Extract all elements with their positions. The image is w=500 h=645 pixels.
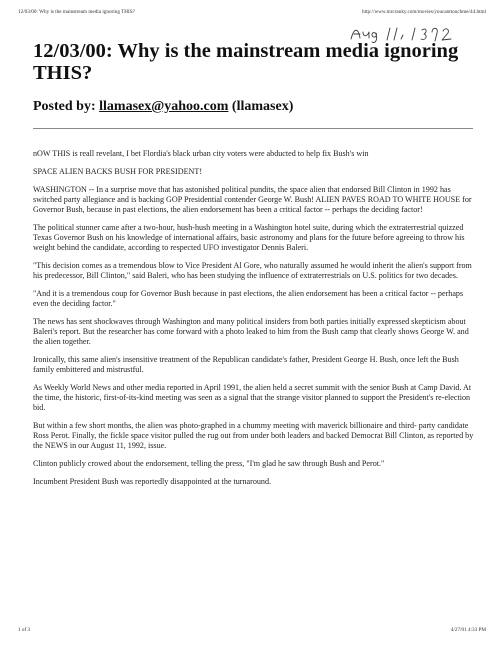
print-header-url: http://www.mrcranky.com/movies/youcanttouchme/44.html: [362, 9, 486, 15]
posted-by-label: Posted by:: [33, 99, 96, 114]
print-footer: [18, 627, 486, 635]
article-title: 12/03/00: Why is the mainstream media ignoring THIS?: [33, 40, 459, 84]
print-timestamp: 4/27/01 4:33 PM: [450, 627, 486, 633]
horizontal-divider: [33, 128, 473, 129]
page-count: 1 of 3: [18, 627, 31, 633]
article-body: [33, 149, 477, 495]
print-header-title: 12/03/00: Why is the mainstream media ignoring THIS?: [18, 9, 135, 15]
author-name: (llamasex): [231, 99, 294, 114]
paragraph-washington: WASHINGTON -- In a surprise move that has astonished political pundits, the space alien that endorsed Bill Clinton in 1992 has switched party allegiance and is backing GOP Presidential contender George W. Bush! ALIEN PAVES ROAD TO WHITE HOUSE for Governor Bush, because in past elections, the alien endorsement has been a critical factor -- perhaps the deciding factor!: [33, 185, 472, 214]
paragraph-shockwaves: The news has sent shockwaves through Washington and many political insiders from both parties initially expressed skepticism about Baleri's report. But the researcher has come forward with a photo leaked to him from the Bush camp that clearly shows George W. and the alien together.: [33, 317, 469, 346]
paragraph-tremendous-coup: "And it is a tremendous coup for Governor Bush because in past elections, the alien endorsement has been a critical factor -- perhaps even the deciding factor.": [33, 289, 464, 308]
paragraph-headline: SPACE ALIEN BACKS BUSH FOR PRESIDENT!: [33, 167, 203, 176]
print-header: [18, 9, 486, 19]
paragraph-weekly-world-news: As Weekly World News and other media reported in April 1991, the alien held a secret summit with the senior Bush at Camp David. At the time, the historic, first-of-its-kind meeting was seen as a signal that the strange visitor planned to support the President's re-election bid.: [33, 383, 472, 412]
paragraph-clinton-crowed: Clinton publicly crowed about the endorsement, telling the press, "I'm glad he saw through Bush and Perot.": [33, 459, 385, 468]
paragraph-ross-perot: But within a few short months, the alien was photo-graphed in a chummy meeting with maverick billionaire and third- party candidate Ross Perot. Finally, the fickle space visitor pulled the rug out from under both leaders and backed Democrat Bill Clinton, as reported by the NEWS in our August 11, 1992, issue.: [33, 421, 474, 450]
paragraph-intro-comment: nOW THIS is reall revelant, I bet Flordia's black urban city voters were abducted to help fix Bush's win: [33, 149, 369, 158]
paragraph-incumbent: Incumbent President Bush was reportedly disappointed at the turnaround.: [33, 477, 272, 486]
author-email-link[interactable]: llamasex@yahoo.com: [99, 99, 229, 114]
posted-by-line: [33, 99, 473, 115]
paragraph-baleri-quote: "This decision comes as a tremendous blow to Vice President Al Gore, who naturally assumed he would inherit the alien's support from his predecessor, Bill Clinton," said Baleri, who has been studying the influence of extraterrestrials on U.S. politics for two decades.: [33, 261, 472, 280]
paragraph-political-stunner: The political stunner came after a two-hour, hush-hush meeting in a Washington hotel suite, during which the extraterrestrial quizzed Texas Governor Bush on his knowledge of international affairs, basic astronomy and plans for the future before agreeing to throw his weight behind the candidate, according to respected UFO investigator Dennis Baleri.: [33, 223, 465, 252]
paragraph-ironically: Ironically, this same alien's insensitive treatment of the Republican candidate's father, President George H. Bush, once left the Bush family embittered and mistrustful.: [33, 355, 459, 374]
